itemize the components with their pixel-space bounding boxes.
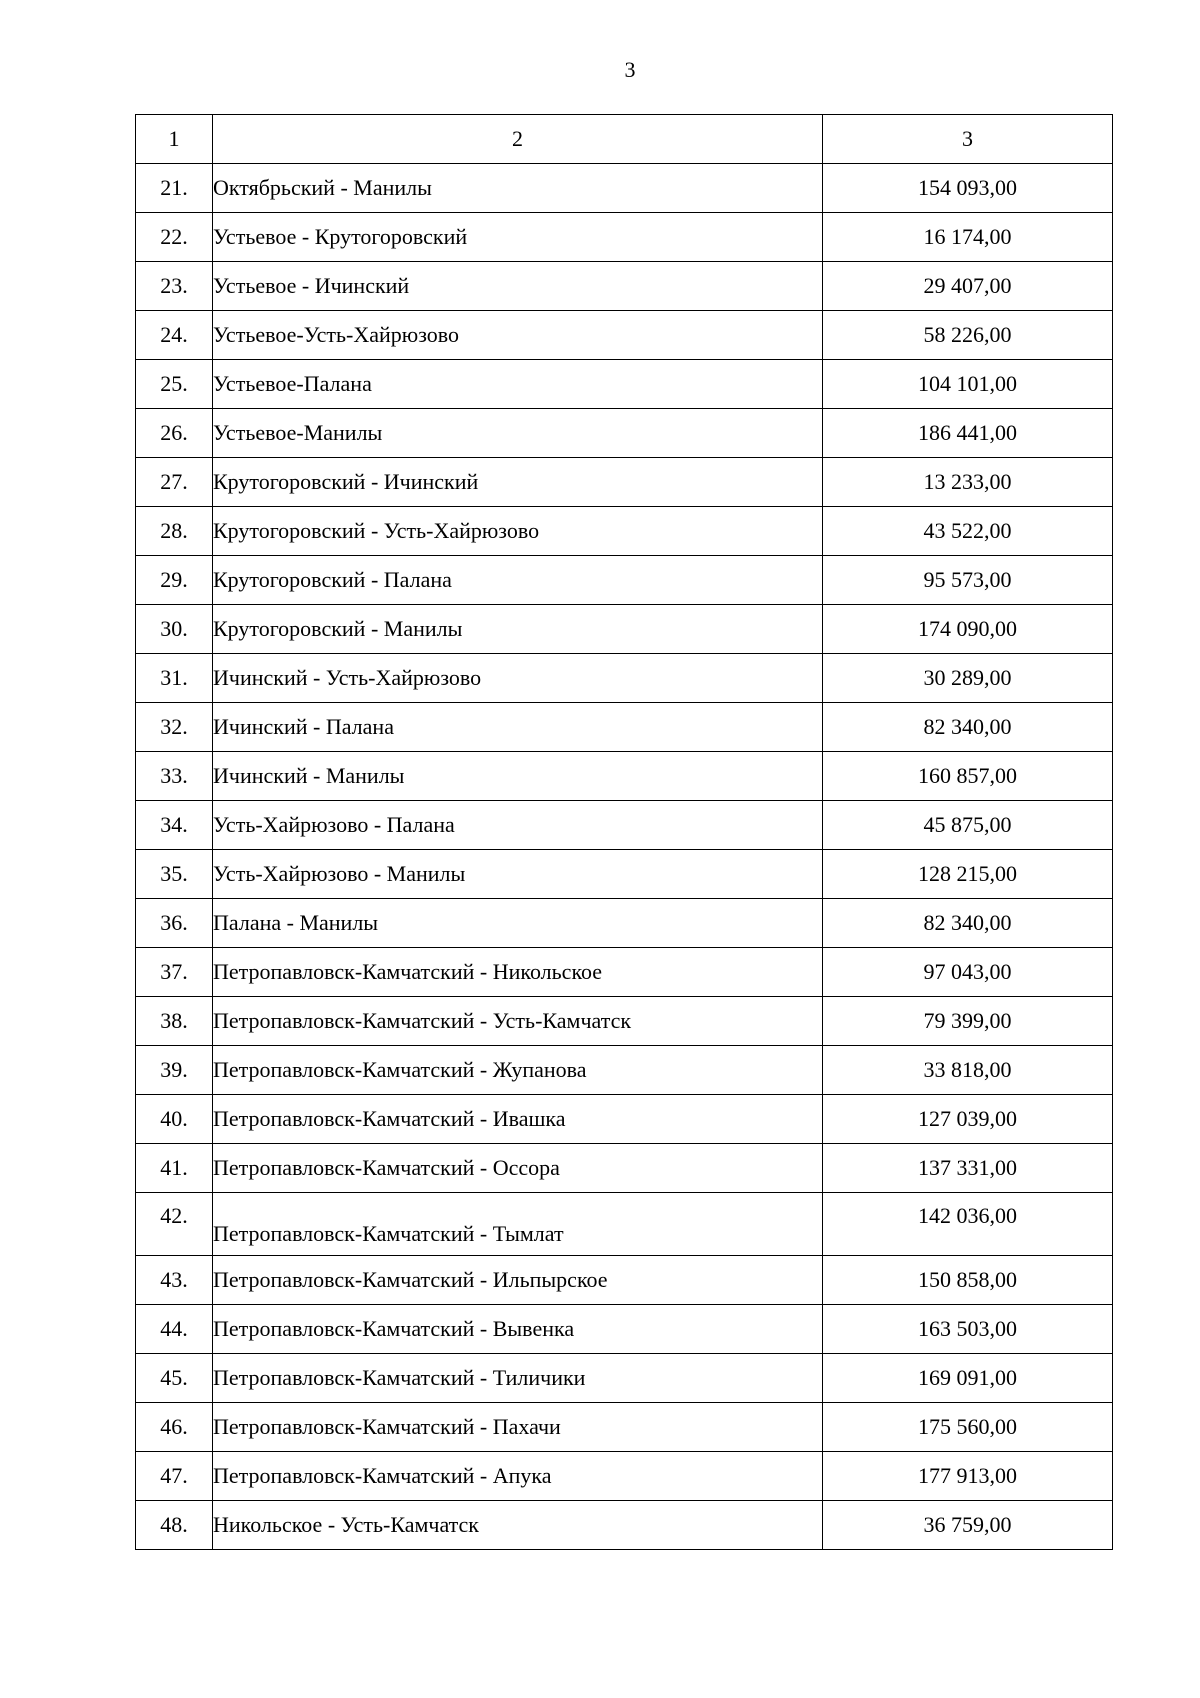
row-number: 21. bbox=[136, 164, 213, 213]
route-name: Петропавловск-Камчатский - Тымлат bbox=[213, 1193, 823, 1256]
route-name: Ичинский - Манилы bbox=[213, 752, 823, 801]
route-value: 58 226,00 bbox=[823, 311, 1113, 360]
route-name: Крутогоровский - Манилы bbox=[213, 605, 823, 654]
row-number: 44. bbox=[136, 1305, 213, 1354]
row-number: 41. bbox=[136, 1144, 213, 1193]
table-row bbox=[136, 899, 1113, 948]
row-number: 34. bbox=[136, 801, 213, 850]
row-number: 32. bbox=[136, 703, 213, 752]
route-value: 186 441,00 bbox=[823, 409, 1113, 458]
row-number: 33. bbox=[136, 752, 213, 801]
route-value: 128 215,00 bbox=[823, 850, 1113, 899]
route-value: 163 503,00 bbox=[823, 1305, 1113, 1354]
route-value: 43 522,00 bbox=[823, 507, 1113, 556]
route-value: 36 759,00 bbox=[823, 1501, 1113, 1550]
table-row bbox=[136, 1193, 1113, 1256]
row-number: 43. bbox=[136, 1256, 213, 1305]
route-name: Петропавловск-Камчатский - Оссора bbox=[213, 1144, 823, 1193]
route-value: 30 289,00 bbox=[823, 654, 1113, 703]
route-name: Октябрьский - Манилы bbox=[213, 164, 823, 213]
route-value: 175 560,00 bbox=[823, 1403, 1113, 1452]
row-number: 28. bbox=[136, 507, 213, 556]
table-row bbox=[136, 409, 1113, 458]
row-number: 26. bbox=[136, 409, 213, 458]
route-value: 13 233,00 bbox=[823, 458, 1113, 507]
route-name: Устьевое-Палана bbox=[213, 360, 823, 409]
route-name: Устьевое - Крутогоровский bbox=[213, 213, 823, 262]
table-row bbox=[136, 1046, 1113, 1095]
row-number: 48. bbox=[136, 1501, 213, 1550]
table-row bbox=[136, 801, 1113, 850]
table-row bbox=[136, 1452, 1113, 1501]
route-value: 29 407,00 bbox=[823, 262, 1113, 311]
table-row bbox=[136, 850, 1113, 899]
table-row bbox=[136, 1501, 1113, 1550]
row-number: 35. bbox=[136, 850, 213, 899]
route-value: 82 340,00 bbox=[823, 899, 1113, 948]
route-name: Крутогоровский - Ичинский bbox=[213, 458, 823, 507]
route-name: Петропавловск-Камчатский - Жупанова bbox=[213, 1046, 823, 1095]
route-name: Ичинский - Усть-Хайрюзово bbox=[213, 654, 823, 703]
table-row bbox=[136, 262, 1113, 311]
table-row bbox=[136, 654, 1113, 703]
route-name: Усть-Хайрюзово - Манилы bbox=[213, 850, 823, 899]
route-name: Устьевое-Усть-Хайрюзово bbox=[213, 311, 823, 360]
route-name: Петропавловск-Камчатский - Тиличики bbox=[213, 1354, 823, 1403]
route-value: 142 036,00 bbox=[823, 1193, 1113, 1256]
route-value: 127 039,00 bbox=[823, 1095, 1113, 1144]
table-row bbox=[136, 507, 1113, 556]
table-row bbox=[136, 1095, 1113, 1144]
route-value: 137 331,00 bbox=[823, 1144, 1113, 1193]
route-name: Петропавловск-Камчатский - Пахачи bbox=[213, 1403, 823, 1452]
table-row bbox=[136, 360, 1113, 409]
table-row bbox=[136, 752, 1113, 801]
route-value: 82 340,00 bbox=[823, 703, 1113, 752]
row-number: 36. bbox=[136, 899, 213, 948]
route-name: Петропавловск-Камчатский - Усть-Камчатск bbox=[213, 997, 823, 1046]
table-row bbox=[136, 1354, 1113, 1403]
row-number: 31. bbox=[136, 654, 213, 703]
row-number: 40. bbox=[136, 1095, 213, 1144]
table-row bbox=[136, 1403, 1113, 1452]
route-name: Усть-Хайрюзово - Палана bbox=[213, 801, 823, 850]
header-col-3: 3 bbox=[823, 115, 1113, 164]
route-value: 150 858,00 bbox=[823, 1256, 1113, 1305]
table-row bbox=[136, 311, 1113, 360]
row-number: 22. bbox=[136, 213, 213, 262]
row-number: 27. bbox=[136, 458, 213, 507]
route-name: Устьевое-Манилы bbox=[213, 409, 823, 458]
header-col-1: 1 bbox=[136, 115, 213, 164]
table-row bbox=[136, 605, 1113, 654]
table-row bbox=[136, 213, 1113, 262]
route-cost-table bbox=[135, 114, 1113, 1550]
route-name: Ичинский - Палана bbox=[213, 703, 823, 752]
route-value: 16 174,00 bbox=[823, 213, 1113, 262]
row-number: 30. bbox=[136, 605, 213, 654]
page-number: 3 bbox=[624, 57, 636, 82]
route-name: Петропавловск-Камчатский - Ивашка bbox=[213, 1095, 823, 1144]
route-name: Петропавловск-Камчатский - Никольское bbox=[213, 948, 823, 997]
route-name: Устьевое - Ичинский bbox=[213, 262, 823, 311]
table-row bbox=[136, 1305, 1113, 1354]
table-header-row bbox=[136, 115, 1113, 164]
route-value: 174 090,00 bbox=[823, 605, 1113, 654]
route-value: 154 093,00 bbox=[823, 164, 1113, 213]
route-value: 79 399,00 bbox=[823, 997, 1113, 1046]
table-row bbox=[136, 1256, 1113, 1305]
table-row bbox=[136, 997, 1113, 1046]
route-value: 169 091,00 bbox=[823, 1354, 1113, 1403]
route-value: 33 818,00 bbox=[823, 1046, 1113, 1095]
row-number: 38. bbox=[136, 997, 213, 1046]
row-number: 45. bbox=[136, 1354, 213, 1403]
route-value: 104 101,00 bbox=[823, 360, 1113, 409]
route-name: Крутогоровский - Усть-Хайрюзово bbox=[213, 507, 823, 556]
row-number: 23. bbox=[136, 262, 213, 311]
route-value: 95 573,00 bbox=[823, 556, 1113, 605]
row-number: 47. bbox=[136, 1452, 213, 1501]
route-value: 45 875,00 bbox=[823, 801, 1113, 850]
route-name: Петропавловск-Камчатский - Ильпырское bbox=[213, 1256, 823, 1305]
row-number: 25. bbox=[136, 360, 213, 409]
route-value: 97 043,00 bbox=[823, 948, 1113, 997]
table-row bbox=[136, 458, 1113, 507]
row-number: 37. bbox=[136, 948, 213, 997]
route-value: 177 913,00 bbox=[823, 1452, 1113, 1501]
header-col-2: 2 bbox=[213, 115, 823, 164]
route-name: Палана - Манилы bbox=[213, 899, 823, 948]
row-number: 46. bbox=[136, 1403, 213, 1452]
table-row bbox=[136, 948, 1113, 997]
row-number: 29. bbox=[136, 556, 213, 605]
table-row bbox=[136, 556, 1113, 605]
route-name: Петропавловск-Камчатский - Апука bbox=[213, 1452, 823, 1501]
row-number: 42. bbox=[136, 1193, 213, 1256]
route-name: Петропавловск-Камчатский - Вывенка bbox=[213, 1305, 823, 1354]
table-row bbox=[136, 164, 1113, 213]
route-name: Крутогоровский - Палана bbox=[213, 556, 823, 605]
route-name: Никольское - Усть-Камчатск bbox=[213, 1501, 823, 1550]
table-row bbox=[136, 1144, 1113, 1193]
table-row bbox=[136, 703, 1113, 752]
row-number: 24. bbox=[136, 311, 213, 360]
route-value: 160 857,00 bbox=[823, 752, 1113, 801]
row-number: 39. bbox=[136, 1046, 213, 1095]
